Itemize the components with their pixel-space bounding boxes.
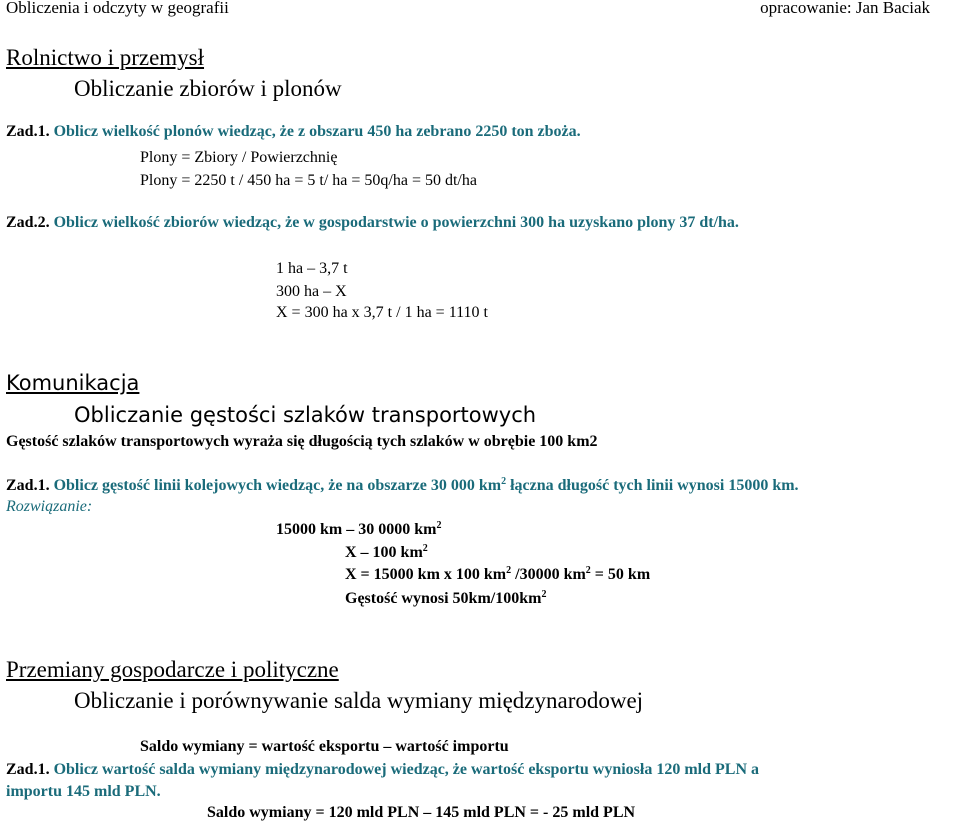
s1-task1-label: Zad.1. [6,123,50,140]
s2-calc-line1-sup: 2 [436,520,442,531]
section2-title: Komunikacja [6,371,140,395]
s1-task2-line3: X = 300 ha x 3,7 t / 1 ha = 1110 t [276,304,488,321]
s1-task2-label: Zad.2. [6,214,50,231]
s2-calc-line4 [345,590,546,608]
header-left: Obliczenia i odczyty w geografii [6,0,229,17]
s2-calc-line4-text: Gęstość wynosi 50km/100km [345,590,542,607]
s3-task1-text-line2: importu 145 mld PLN. [6,783,161,800]
s2-calc-line2-sup: 2 [422,543,428,554]
s2-task1-label: Zad.1. [6,477,50,494]
s2-calc-line3 [345,566,650,584]
s1-task2-text: Oblicz wielkość zbiorów wiedząc, że w gospodarstwie o powierzchni 300 ha uzyskano plony 37 dt/ha. [53,214,739,231]
header-right: opracowanie: Jan Baciak [760,0,930,17]
s1-task2-line2: 300 ha – X [276,283,347,300]
s2-task1-sup-a: 2 [501,476,507,487]
s1-task1 [6,123,581,141]
s2-definition: Gęstość szlaków transportowych wyraża się długością tych szlaków w obrębie 100 km2 [6,433,598,450]
s2-task1 [6,477,799,495]
s2-calc-line3-text-c: = 50 km [590,566,651,583]
section2-subtitle: Obliczanie gęstości szlaków transportowych [74,403,537,427]
s2-calc-line3-sup1: 2 [506,565,512,576]
s2-task1-text-a: Oblicz gęstość linii kolejowych wiedząc, że na obszarze 30 000 km [53,477,502,494]
s3-formula: Saldo wymiany = wartość eksportu – wartość importu [140,738,509,755]
s2-calc-line1-text: 15000 km – 30 0000 km [276,521,437,538]
s2-calc-line2-text: X – 100 km [345,544,423,561]
s2-calc-line3-text-a: X = 15000 km x 100 km [345,566,507,583]
s1-task1-line1: Plony = Zbiory / Powierzchnię [140,149,338,166]
s2-calc-line3-sup2: 2 [585,565,591,576]
section1-title: Rolnictwo i przemysł [6,45,205,70]
section3-subtitle: Obliczanie i porównywanie salda wymiany międzynarodowej [74,688,644,713]
s3-answer: Saldo wymiany = 120 mld PLN – 145 mld PLN = - 25 mld PLN [207,804,636,821]
s2-calc-line4-sup: 2 [541,589,547,600]
s1-task2 [6,214,739,232]
s2-solution-label: Rozwiązanie: [6,498,93,515]
s3-task1 [6,761,759,779]
s2-calc-line2 [345,544,428,562]
s1-task1-text: Oblicz wielkość plonów wiedząc, że z obszaru 450 ha zebrano 2250 ton zboża. [53,123,581,140]
s3-task1-label: Zad.1. [6,761,50,778]
s1-task2-line1: 1 ha – 3,7 t [276,260,348,277]
s3-task1-text-line1: Oblicz wartość salda wymiany międzynarodowej wiedząc, że wartość eksportu wyniosła 120 mld PLN a [53,761,760,778]
section1-subtitle: Obliczanie zbiorów i plonów [74,76,342,101]
section3-title: Przemiany gospodarcze i polityczne [6,657,339,682]
s2-calc-line1 [276,521,441,539]
s2-task1-text-b: łączna długość tych linii wynosi 15000 km. [506,477,799,494]
s2-calc-line3-text-b: /30000 km [511,566,586,583]
s1-task1-line2: Plony = 2250 t / 450 ha = 5 t/ ha = 50q/ha = 50 dt/ha [140,172,477,189]
